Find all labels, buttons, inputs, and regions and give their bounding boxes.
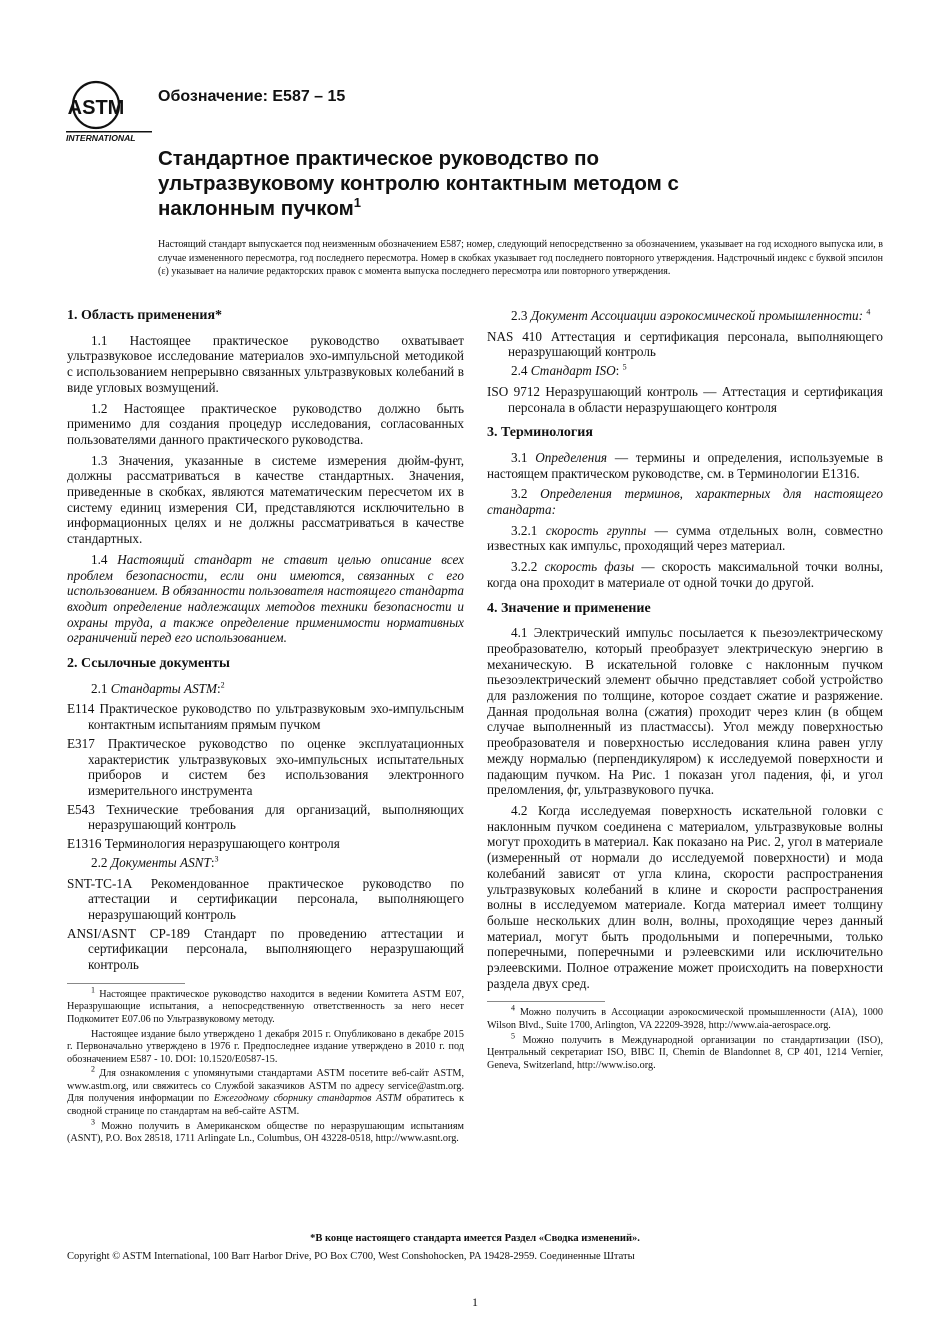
footnote-2: [67, 1064, 465, 1118]
para-2-3: [487, 308, 883, 324]
title-footnote-ref: 1: [353, 195, 362, 211]
para-1-3: 1.3 Значения, указанные в системе измерения дюйм-фунт, должны рассматриваться в качестве стандартных. Значения, приведенные в скобках, являются математическим пересчетом их в систему единиц измерения СИ, представляются исключительно в информационных целях и не должны рассматриваться в качестве стандартных.: [67, 452, 464, 547]
para-1-4: [67, 552, 464, 646]
ref-e317: E317 Практическое руководство по оценке эксплуатационных характеристик ультразвуковых эхо-импульсных испытательных приборов и систем без использования электронного измерительного инструмента: [67, 735, 464, 798]
para-1-1: 1.1 Настоящее практическое руководство охватывает ультразвуковое исследование материалов эхо-импульсной методикой с использованием непрерывно связанных ультразвуковых колебаний в виде угловых возмущений.: [67, 332, 464, 395]
summary-of-changes-note: *В конце настоящего стандарта имеется Раздел «Сводка изменений».: [310, 1233, 640, 1244]
section-2-heading: 2. Ссылочные документы: [67, 656, 230, 672]
left-column: [67, 308, 464, 1148]
ref-e114: E114 Практическое руководство по ультразвуковым эхо-импульсным контактным испытаниям прямым пучком: [67, 701, 464, 733]
section-1-heading: 1. Область применения*: [67, 308, 223, 323]
para-2-1-num: 2.1: [91, 680, 108, 696]
ref-snt-tc-1a: SNT-TC-1A Рекомендованное практическое руководство по аттестации и сертификации персонала, выполняющего неразрушающий контроль: [67, 875, 464, 922]
intro-paragraph: Настоящий стандарт выпускается под неизменным обозначением E587; номер, следующий непосредственно за обозначением, указывает на год исходного выпуска или, в случае измененного пересмотра, год последнего пересмотра. Номер в скобках указывает год последнего повторного утверждения. Надстрочный индекс с буквой эпсилон (ε) указывает на наличие редакторских правок с момента выпуска последнего пересмотра или повторного утверждения.: [158, 239, 883, 277]
footnote-5: [487, 1031, 883, 1073]
para-3-1-text: — термины и определения, используемые в настоящем практическом руководстве, см. в Терминологии E1316.: [487, 449, 884, 481]
fn-ref-3: 3: [214, 854, 219, 864]
para-2-1-label: Стандарты ASTM: [110, 680, 217, 696]
para-2-2-label: Документы ASNT: [110, 854, 211, 870]
para-2-4: 2.4 Стандарт ISO: $^5$: [511, 362, 627, 379]
para-4-2: 4.2 Когда исследуемая поверхность искательной головки с наклонным пучком соединена с материалом, ультразвуковые волны могут проходить в материал. Как показано на Рис. 2, угол в материале (измеренный от нормали до исследуемой поверхности) и мода колебаний зависят от угла клина, скорости распространения ультразвуковых колебаний в клине и скорости распространения волны в исследуемом материале. Когда материал имеет толщину больше нескольких длин волн, волны, проходящие через данный материал, могут быть продольными и поперечными, только поперечными, поперечными и рэлеевскими или исключительно рэлеевскими. Полное отражение может происходить на поверхности раздела двух сред.: [487, 802, 883, 991]
footnote-3-text: Можно получить в Американском обществе по неразрушающим испытаниям (ASNT), P.O. Box 28518, 1711 Arlingate Ln., Columbus, OH 43228-0518, http://www.asnt.org.: [67, 1120, 465, 1145]
para-1-4-num: 1.4: [91, 551, 108, 567]
para-3-2-1-num: 3.2.1: [511, 522, 538, 538]
footnote-1b: Настоящее издание было утверждено 1 декабря 2015 г. Опубликовано в декабре 2015 г. Первоначально утверждено в 1976 г. Предпоследнее издание утверждено в 2010 г. под обозначением E587 - 10. DOI: 10.1520/E0587-15.: [67, 1028, 464, 1065]
title-text: Стандартное практическое руководство по ультразвуковому контролю контактным методом с наклонным пучком: [158, 147, 679, 220]
para-3-2-num: 3.2: [511, 486, 528, 502]
para-3-1-label: Определения: [535, 449, 608, 465]
logo-subtext: INTERNATIONAL: [66, 133, 136, 143]
para-3-2: [487, 486, 883, 517]
copyright-line: Copyright © ASTM International, 100 Barr Harbor Drive, PO Box C700, West Conshohocken, PA 19428-2959. Соединенные Штаты: [67, 1251, 635, 1262]
ref-e543: E543 Технические требования для организаций, выполняющих неразрушающий контроль: [67, 801, 464, 833]
para-3-2-1-label: скорость группы: [545, 522, 647, 538]
ref-nas-410: NAS 410 Аттестация и сертификация персонала, выполняющего неразрушающий контроль: [487, 328, 883, 360]
para-1-2: 1.2 Настоящее практическое руководство должно быть применимо для создания процедур исследования, согласованных пользователями данного практического руководства.: [67, 400, 464, 447]
footnote-2-text-b: обратитесь к сводной странице по стандартам на веб-сайте ASTM.: [67, 1093, 464, 1118]
footnote-2-italic: Ежегодному сборнику стандартов ASTM: [213, 1093, 402, 1105]
para-2-4-label: Стандарт ISO: [530, 363, 616, 379]
para-3-2-2-label: скорость фазы: [544, 559, 635, 575]
footnote-1-text: Настоящее практическое руководство находится в ведении Комитета ASTM E07, Неразрушающие испытания, а непосредственную ответственность за него несет Подкомитет E07.06 по Ультразвуковому методу.: [67, 988, 465, 1025]
astm-logo: [66, 78, 152, 144]
footnote-divider: [67, 983, 185, 984]
para-2-2-num: 2.2: [91, 854, 108, 870]
para-3-1: [487, 450, 883, 481]
footnote-2-text-a: Для ознакомления с упомянутыми стандартами ASTM посетите веб-сайт ASTM, www.astm.org, или свяжитесь со Службой заказчиков ASTM по адресу service@astm.org. Для получения информации по: [67, 1068, 465, 1105]
section-3-heading: 3. Терминология: [487, 425, 593, 441]
footnote-3-num: 3: [91, 1117, 95, 1127]
fn-ref-4: 4: [866, 307, 871, 317]
para-4-1: 4.1 Электрический импульс посылается к пьезоэлектрическому преобразователю, который преобразует электрическую энергию в механическую. В искательной головке с наклонным пучком пьезоэлектрический элемент обычно представляет собой устройство для разложения по толщине, которое создает сжатие и разряжение. Данная продольная волна (сжатия) проходит через клин (в общем случае выполненный из пластмассы). Угол между поверхностью преобразователя и поверхностью исследования клина равен углу между нормалью (перпендикуляром) к исследуемой поверхности и падающим пучком. На Рис. 1 показан угол падения, ϕi, и угол преломления, ϕr, ультразвукового пучка.: [487, 625, 883, 798]
para-3-2-2: [487, 559, 883, 590]
para-3-2-1: [487, 523, 883, 554]
footnote-3: [67, 1117, 465, 1146]
footnote-1: [67, 985, 465, 1027]
footnote-1-num: 1: [91, 985, 95, 995]
right-column: [487, 308, 883, 1074]
para-3-2-2-text: — скорость максимальной точки волны, когда она проходит в материале от одной точки до другой.: [487, 559, 884, 590]
para-1-4-text: Настоящий стандарт не ставит целью описание всех проблем безопасности, если они имеются, связанных с его использованием. В обязанности пользователя настоящего стандарта входит определение надлежащих методов техники безопасности и охраны труда, а также определение применимости нормативных ограничений перед его использованием.: [67, 551, 465, 646]
designation: Обозначение: E587 – 15: [158, 88, 346, 105]
fn-ref-5: 5: [622, 362, 627, 372]
para-3-1-num: 3.1: [511, 449, 528, 465]
logo-text: ASTM: [67, 97, 125, 119]
fn-ref-2: 2: [220, 680, 225, 690]
page-number: 1: [472, 1295, 478, 1309]
para-2-3-num: 2.3: [511, 308, 528, 323]
para-2-1: 2.1 Стандарты ASTM:$^2$: [91, 680, 225, 696]
para-3-2-label: Определения терминов, характерных для настоящего стандарта:: [487, 486, 884, 518]
para-3-2-2-num: 3.2.2: [511, 559, 538, 575]
ref-cp-189: ANSI/ASNT CP-189 Стандарт по проведению аттестации и сертификации персонала, выполняющего неразрушающий контроль: [67, 925, 464, 973]
footnote-5-num: 5: [511, 1031, 515, 1041]
section-4-heading: 4. Значение и применение: [487, 600, 651, 616]
page-title: [158, 146, 778, 221]
footnote-5-text: Можно получить в Международной организации по стандартизации (ISO), Центральный секретариат ISO, BIBC II, Chemin de Blandonnet 8, CP 401, 1214 Vernier, Geneva, Switzerland, http://www.iso.org.: [487, 1034, 883, 1071]
footnote-divider-right: [487, 1001, 605, 1002]
footnote-4-text: Можно получить в Ассоциации аэрокосмической промышленности (AIA), 1000 Wilson Blvd., Suite 1700, Arlington, VA 22209-3928, http://www.aia-aerospace.org.: [487, 1007, 883, 1032]
para-2-4-num: 2.4: [511, 363, 528, 379]
ref-iso-9712: ISO 9712 Неразрушающий контроль — Аттестация и сертификация персонала в области неразрушающего контроля: [487, 383, 883, 415]
para-2-3-label: Документ Ассоциации аэрокосмической промышленности:: [530, 308, 864, 323]
para-2-2: 2.2 Документы ASNT:$^3$: [91, 854, 219, 870]
footnote-4: [487, 1004, 883, 1032]
footnote-4-num: 4: [511, 1004, 515, 1014]
ref-e1316: E1316 Терминология неразрушающего контроля: [67, 836, 340, 852]
footnote-2-num: 2: [91, 1064, 95, 1074]
para-3-2-1-text: — сумма отдельных волн, совместно известных как импульс, проходящий через материал.: [487, 522, 884, 554]
